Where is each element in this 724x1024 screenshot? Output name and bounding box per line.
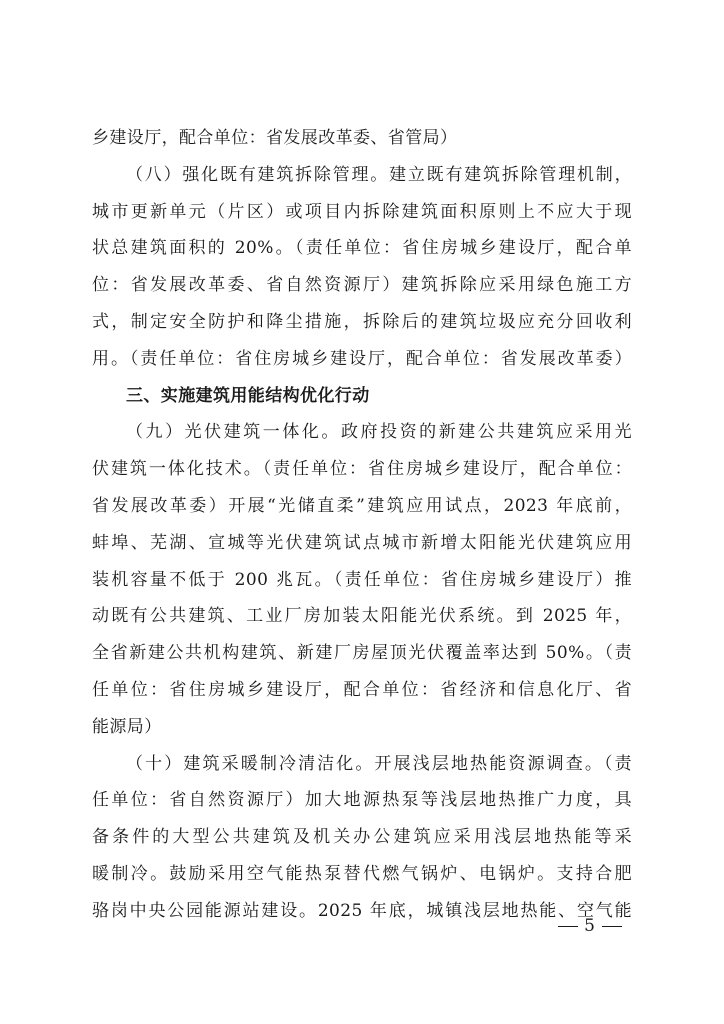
document-body [92,120,632,930]
text-line: 骆岗中央公园能源站建设。2025 年底，城镇浅层地热能、空气能 [92,900,632,921]
text-line: 乡建设厅，配合单位：省发展改革委、省管局） [92,128,458,148]
text-line: 用。（责任单位：省住房城乡建设厅，配合单位：省发展改革委） [92,348,632,369]
text-line: 省发展改革委）开展“光储直柔”建筑应用试点，2023 年底前， [92,495,632,516]
text-line: 暖制冷。鼓励采用空气能热泵替代燃气锅炉、电锅炉。支持合肥 [92,863,632,884]
dash-left [558,926,578,927]
text-line: 任单位：省自然资源厅）加大地源热泵等浅层地热推广力度，具 [92,790,632,811]
text-line: （十）建筑采暖制冷清洁化。开展浅层地热能资源调查。（责 [126,753,632,774]
page-number-value: 5 [584,916,596,936]
text-line: （八）强化既有建筑拆除管理。建立既有建筑拆除管理机制， [126,164,632,185]
text-line: 蚌埠、芜湖、宣城等光伏建筑试点城市新增太阳能光伏建筑应用 [92,532,632,553]
text-line: 动既有公共建筑、工业厂房加装太阳能光伏系统。到 2025 年， [92,606,632,627]
text-line: 任单位：省住房城乡建设厅，配合单位：省经济和信息化厅、省 [92,679,632,700]
text-line: 城市更新单元（片区）或项目内拆除建筑面积原则上不应大于现 [92,201,632,222]
text-line: 伏建筑一体化技术。（责任单位：省住房城乡建设厅，配合单位： [92,459,632,480]
text-line: 状总建筑面积的 20%。（责任单位：省住房城乡建设厅，配合单 [92,238,632,259]
text-line: （九）光伏建筑一体化。政府投资的新建公共建筑应采用光 [126,422,632,443]
text-line: 全省新建公共机构建筑、新建厂房屋顶光伏覆盖率达到 50%。（责 [92,643,632,664]
text-line: 能源局） [92,716,162,737]
dash-right [602,926,622,927]
section-heading: 三、实施建筑用能结构优化行动 [126,385,370,406]
text-line: 装机容量不低于 200 兆瓦。（责任单位：省住房城乡建设厅）推 [92,569,632,590]
page-number [552,912,628,940]
text-line: 式，制定安全防护和降尘措施，拆除后的建筑垃圾应充分回收利 [92,311,632,332]
text-line: 备条件的大型公共建筑及机关办公建筑应采用浅层地热能等采 [92,827,632,848]
text-line: 位：省发展改革委、省自然资源厅）建筑拆除应采用绿色施工方 [92,275,632,296]
